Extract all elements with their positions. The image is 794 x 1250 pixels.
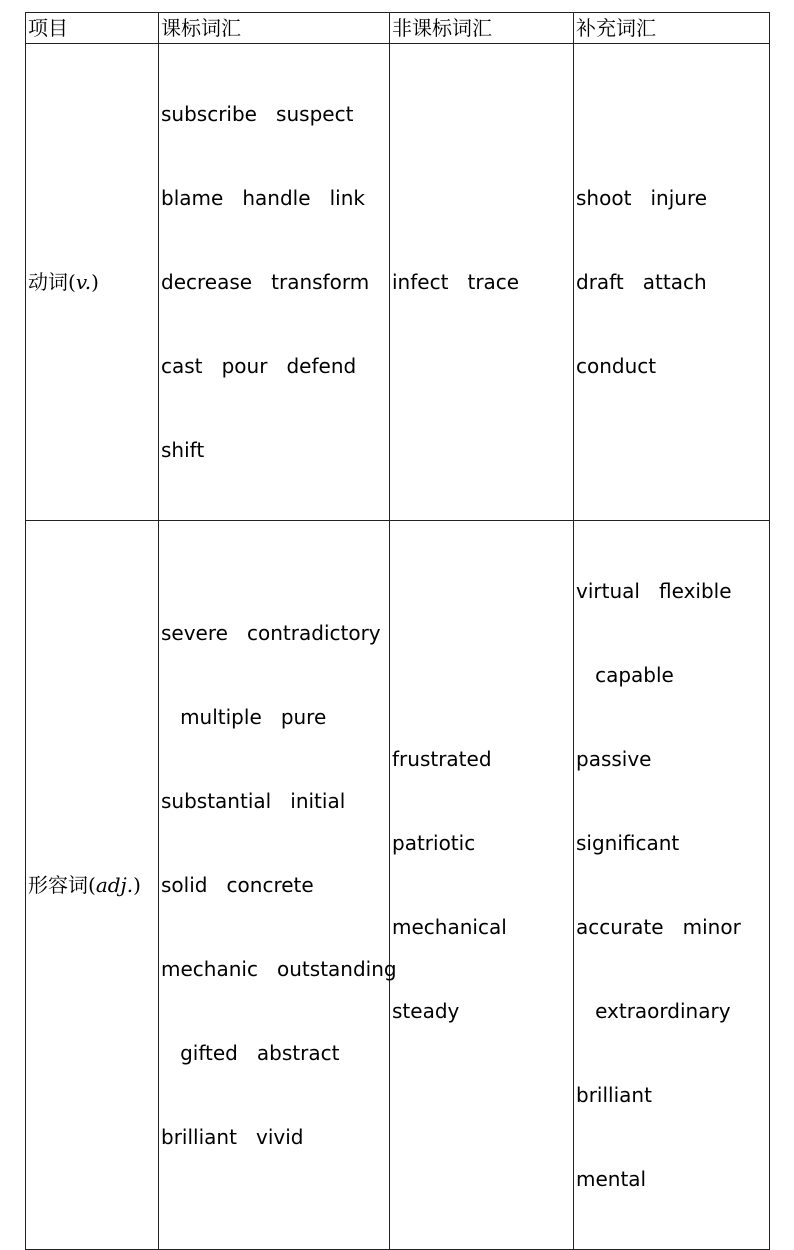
word-line: patriotic bbox=[392, 831, 476, 855]
word-line: draft attach bbox=[576, 270, 707, 294]
word-line: steady bbox=[392, 999, 460, 1023]
word-line: mechanical bbox=[392, 915, 507, 939]
word-line: frustrated bbox=[392, 747, 492, 771]
label-abbr: v. bbox=[75, 270, 92, 294]
adjective-supplementary-cell bbox=[574, 521, 770, 1250]
word-line: virtual flexible bbox=[576, 579, 732, 603]
word-line: capable bbox=[576, 663, 674, 687]
adjective-non-curriculum-cell bbox=[390, 521, 574, 1250]
label-cn: 动词 bbox=[28, 270, 68, 294]
word-line: shoot injure bbox=[576, 186, 708, 210]
verb-curriculum-cell bbox=[159, 44, 390, 521]
word-line: decrease transform bbox=[161, 270, 370, 294]
word-line: substantial initial bbox=[161, 789, 346, 813]
word-line: extraordinary bbox=[576, 999, 731, 1023]
header-non-curriculum-vocab: 非课标词汇 bbox=[390, 13, 574, 44]
verb-non-curriculum-cell bbox=[390, 44, 574, 521]
header-row bbox=[26, 13, 770, 44]
word-line: cast pour defend bbox=[161, 354, 357, 378]
verb-label: 动词(v.) bbox=[26, 44, 159, 521]
word-line: mental bbox=[576, 1167, 647, 1191]
label-cn: 形容词 bbox=[28, 873, 88, 897]
header-item: 项目 bbox=[26, 13, 159, 44]
word-line: significant bbox=[576, 831, 680, 855]
word-line: conduct bbox=[576, 354, 657, 378]
word-line: blame handle link bbox=[161, 186, 365, 210]
word-line: mechanic outstanding bbox=[161, 957, 397, 981]
vocabulary-table bbox=[25, 12, 770, 1250]
word-line: shift bbox=[161, 438, 205, 462]
label-abbr: adj. bbox=[95, 873, 134, 897]
word-line: passive bbox=[576, 747, 652, 771]
adjective-row bbox=[26, 521, 770, 1250]
word-line: severe contradictory bbox=[161, 621, 381, 645]
word-line: brilliant vivid bbox=[161, 1125, 304, 1149]
word-line: accurate minor bbox=[576, 915, 741, 939]
word-line: multiple pure bbox=[161, 705, 327, 729]
word-line: gifted abstract bbox=[161, 1041, 340, 1065]
word-line: solid concrete bbox=[161, 873, 314, 897]
adjective-label: 形容词(adj.) bbox=[26, 521, 159, 1250]
word-line: brilliant bbox=[576, 1083, 652, 1107]
header-curriculum-vocab: 课标词汇 bbox=[159, 13, 390, 44]
word-line: subscribe suspect bbox=[161, 102, 354, 126]
verb-row bbox=[26, 44, 770, 521]
adjective-curriculum-cell bbox=[159, 521, 397, 1250]
verb-supplementary-cell bbox=[574, 44, 770, 521]
word-line: infect trace bbox=[392, 270, 520, 294]
header-supplementary-vocab: 补充词汇 bbox=[574, 13, 770, 44]
